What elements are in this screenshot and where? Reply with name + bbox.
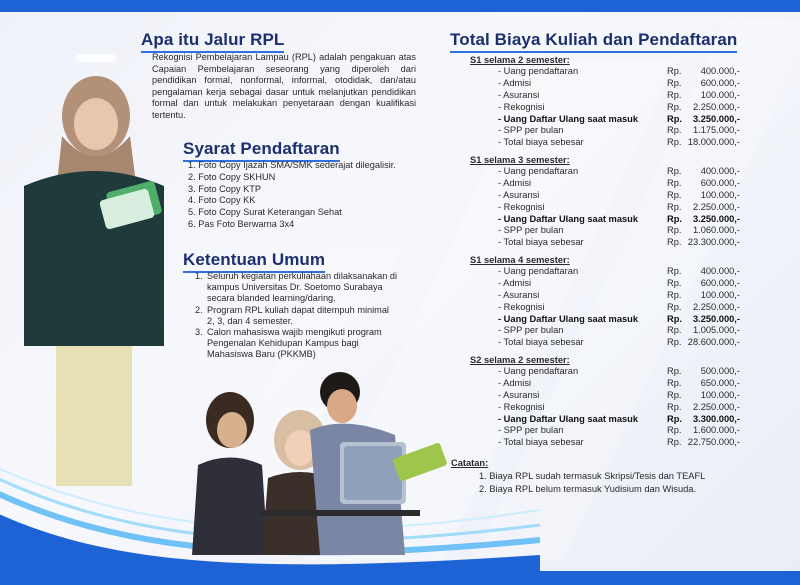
fee-row [470, 390, 740, 402]
currency-label: Rp. [667, 437, 682, 448]
fee-amount: 100.000,- [700, 189, 740, 200]
fee-amount: 3.250.000,- [692, 113, 740, 124]
currency-label: Rp. [667, 237, 682, 248]
fee-label: - SPP per bulan [498, 325, 564, 336]
fee-label: - Total biaya sebesar [498, 437, 584, 448]
currency-label: Rp. [667, 301, 682, 312]
fee-label: - Rekognisi [498, 101, 545, 112]
fee-section-heading: S1 selama 3 semester: [470, 155, 570, 165]
fee-row [470, 225, 740, 237]
list-item: 6. Pas Foto Berwarna 3x4 [188, 218, 295, 229]
fee-section [470, 54, 740, 149]
fee-label: - Uang Daftar Ulang saat masuk [498, 213, 639, 224]
fee-row [470, 90, 740, 102]
fee-label: - Rekognisi [498, 301, 545, 312]
fee-amount: 600.000,- [700, 177, 740, 188]
fee-section [470, 354, 740, 449]
fee-label: - SPP per bulan [498, 125, 564, 136]
currency-label: Rp. [667, 166, 682, 176]
fee-amount: 23.300.000,- [687, 237, 740, 248]
fee-row [470, 78, 740, 90]
student-woman-holding-books-illustration [14, 46, 174, 496]
fee-row [470, 437, 740, 449]
list-item: 1. Seluruh kegiatan perkuliahaan dilaksanakan di kampus Universitas Dr. Soetomo Surabaya secara blanded learning/daring. [195, 271, 398, 304]
fee-row [470, 314, 740, 326]
fee-amount: 28.600.000,- [687, 337, 740, 348]
fee-row [470, 137, 740, 149]
fee-label: - Uang Daftar Ulang saat masuk [498, 113, 639, 124]
currency-label: Rp. [667, 325, 682, 336]
fee-label: - Uang Daftar Ulang saat masuk [498, 313, 639, 324]
fee-row [470, 302, 740, 314]
fee-row [470, 325, 740, 337]
currency-label: Rp. [667, 225, 682, 236]
fee-label: - Rekognisi [498, 201, 545, 212]
fee-amount: 400.000,- [700, 166, 740, 176]
fee-section [470, 154, 740, 249]
fee-label: - Admisi [498, 77, 532, 88]
currency-label: Rp. [667, 101, 682, 112]
fee-label: - SPP per bulan [498, 425, 564, 436]
list-item: 2. Program RPL kuliah dapat ditempuh minimal 2, 3, dan 4 semester. [195, 304, 389, 326]
fee-amount: 650.000,- [700, 377, 740, 388]
fee-label: - Uang pendaftaran [498, 366, 579, 376]
rpl-description: Rekognisi Pembelajaran Lampau (RPL) adalah pengakuan atas Capaian Pembelajaran seseorang yang diperoleh dari pendidikan formal, nonformal, informal, otodidak, dan/atau pengalaman kerja sebagai dasar untuk melanjutkan pendidikan formal dan untuk melakukan penyetaraan dengan kualifikasi tertentu. [152, 52, 416, 120]
list-item: 4. Foto Copy KK [188, 195, 256, 206]
fee-amount: 100.000,- [700, 289, 740, 300]
fee-label: - SPP per bulan [498, 225, 564, 236]
fee-amount: 1.600.000,- [692, 425, 740, 436]
fee-section [470, 254, 740, 349]
fee-row [470, 237, 740, 249]
fee-row [470, 402, 740, 414]
list-item: 3. Foto Copy KTP [188, 183, 262, 194]
syarat-list [188, 160, 396, 231]
fee-row [470, 66, 740, 78]
fee-label: - Uang pendaftaran [498, 166, 579, 176]
currency-label: Rp. [667, 366, 682, 376]
fee-section-heading: S1 selama 2 semester: [470, 55, 570, 65]
list-item: 2. Biaya RPL belum termasuk Yudisium dan Wisuda. [479, 484, 697, 494]
currency-label: Rp. [667, 137, 682, 148]
currency-label: Rp. [667, 413, 682, 424]
fee-section-heading: S2 selama 2 semester: [470, 355, 570, 365]
fee-label: - Total biaya sebesar [498, 337, 584, 348]
fee-label: - Uang pendaftaran [498, 266, 579, 276]
fee-amount: 18.000.000,- [687, 137, 740, 148]
fee-amount: 500.000,- [700, 366, 740, 376]
fee-amount: 2.250.000,- [692, 201, 740, 212]
fee-amount: 1.175.000,- [692, 125, 740, 136]
currency-label: Rp. [667, 266, 682, 276]
fee-amount: 3.300.000,- [692, 413, 740, 424]
list-item: 5. Foto Copy Surat Keterangan Sehat [188, 207, 342, 218]
fee-label: - Asuransi [498, 189, 540, 200]
fee-row [470, 214, 740, 226]
notes-section [451, 458, 705, 496]
fee-label: - Total biaya sebesar [498, 237, 584, 248]
currency-label: Rp. [667, 289, 682, 300]
fee-row [470, 366, 740, 378]
fee-amount: 100.000,- [700, 89, 740, 100]
fee-amount: 2.250.000,- [692, 101, 740, 112]
heading-apa-itu-rpl: Apa itu Jalur RPL [141, 30, 284, 50]
bottom-frame-bar [0, 571, 800, 585]
fee-label: - Admisi [498, 177, 532, 188]
fee-row [470, 190, 740, 202]
fee-amount: 100.000,- [700, 389, 740, 400]
currency-label: Rp. [667, 125, 682, 136]
fee-label: - Asuransi [498, 289, 540, 300]
currency-label: Rp. [667, 213, 682, 224]
currency-label: Rp. [667, 113, 682, 124]
top-frame-bar [0, 0, 800, 12]
fee-row [470, 102, 740, 114]
currency-label: Rp. [667, 389, 682, 400]
currency-label: Rp. [667, 89, 682, 100]
heading-total-biaya: Total Biaya Kuliah dan Pendaftaran [450, 30, 737, 50]
fee-amount: 2.250.000,- [692, 401, 740, 412]
fee-row [470, 290, 740, 302]
fee-row [470, 125, 740, 137]
fee-amount: 22.750.000,- [687, 437, 740, 448]
list-item: 1. Foto Copy Ijazah SMA/SMK sederajat dilegalisir. [188, 160, 396, 170]
fee-row [470, 337, 740, 349]
fee-label: - Asuransi [498, 389, 540, 400]
currency-label: Rp. [667, 66, 682, 76]
fee-label: - Uang pendaftaran [498, 66, 579, 76]
list-item: 1. Biaya RPL sudah termasuk Skripsi/Tesis dan TEAFL [479, 471, 706, 481]
fee-label: - Rekognisi [498, 401, 545, 412]
currency-label: Rp. [667, 425, 682, 436]
currency-label: Rp. [667, 313, 682, 324]
fee-row [470, 114, 740, 126]
fee-label: - Admisi [498, 277, 532, 288]
fee-row [470, 166, 740, 178]
currency-label: Rp. [667, 337, 682, 348]
heading-syarat-pendaftaran: Syarat Pendaftaran [183, 139, 340, 159]
currency-label: Rp. [667, 277, 682, 288]
fee-row [470, 414, 740, 426]
fee-amount: 400.000,- [700, 266, 740, 276]
currency-label: Rp. [667, 77, 682, 88]
fee-row [470, 425, 740, 437]
fee-amount: 1.060.000,- [692, 225, 740, 236]
fee-section-heading: S1 selama 4 semester: [470, 255, 570, 265]
fee-amount: 1.005.000,- [692, 325, 740, 336]
fee-amount: 2.250.000,- [692, 301, 740, 312]
currency-label: Rp. [667, 401, 682, 412]
fee-row [470, 378, 740, 390]
fee-amount: 400.000,- [700, 66, 740, 76]
currency-label: Rp. [667, 201, 682, 212]
fee-amount: 3.250.000,- [692, 313, 740, 324]
fee-label: - Asuransi [498, 89, 540, 100]
fee-label: - Admisi [498, 377, 532, 388]
ketentuan-list [195, 271, 425, 361]
list-item: 3. Calon mahasiswa wajib mengikuti program Pengenalan Kehidupan Kampus bagi Mahasiswa Baru (PKKMB) [195, 327, 382, 360]
fee-row [470, 202, 740, 214]
list-item: 2. Foto Copy SKHUN [188, 171, 276, 182]
fee-row [470, 178, 740, 190]
currency-label: Rp. [667, 177, 682, 188]
students-with-laptop-illustration [190, 370, 450, 555]
fee-row [470, 278, 740, 290]
fee-label: - Total biaya sebesar [498, 137, 584, 148]
heading-ketentuan-umum: Ketentuan Umum [183, 250, 325, 270]
fee-row [470, 266, 740, 278]
fee-amount: 3.250.000,- [692, 213, 740, 224]
notes-title: Catatan: [451, 458, 489, 468]
currency-label: Rp. [667, 189, 682, 200]
fee-amount: 600.000,- [700, 277, 740, 288]
currency-label: Rp. [667, 377, 682, 388]
fee-amount: 600.000,- [700, 77, 740, 88]
fee-label: - Uang Daftar Ulang saat masuk [498, 413, 639, 424]
